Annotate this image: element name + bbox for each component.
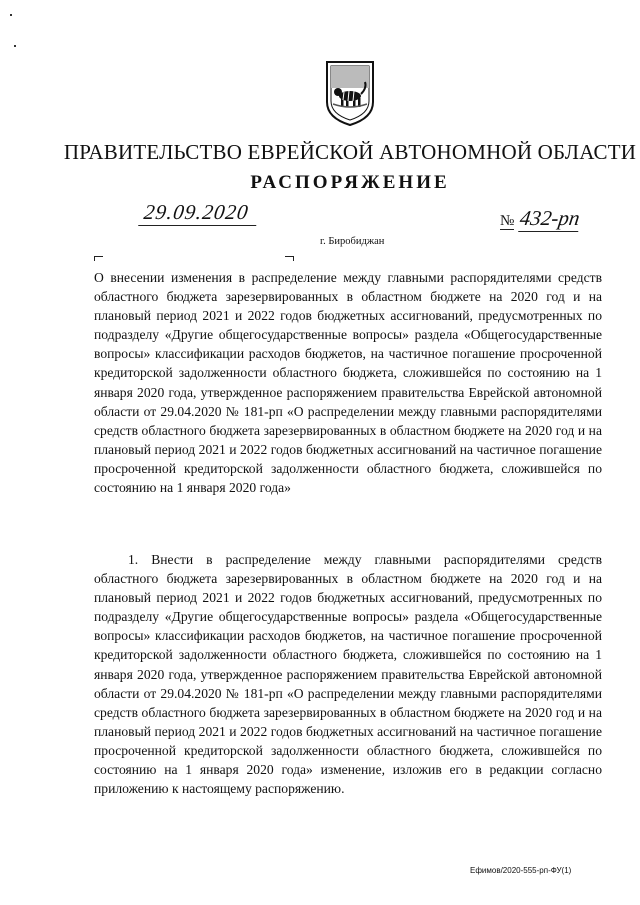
title-bracket-left (94, 256, 103, 261)
number-value: 432-рп (518, 206, 582, 230)
document-subject: О внесении изменения в распределение между главными распорядителями средств областного бюджета зарезервированных в областном бюджете на 2020 год и на плановый период 2021 и 2022 годов бюджетных ассигнований, предусмотренных по подразделу «Другие общегосударственные вопросы» раздела «Общегосударственные вопросы» классификации расходов бюджетов, на частичное погашение просроченной кредиторской задолженности областного бюджета, сложившейся по состоянию на 1 января 2020 года, утвержденное распоряжением правительства Еврейской автономной области от 29.04.2020 № 181-рп «О распределении между главными распорядителями средств областного бюджета зарезервированных в областном бюджете на 2020 год и на плановый период 2021 и 2022 годов бюджетных ассигнований на частичное погашение просроченной кредиторской задолженности областного бюджета, сложившейся по состоянию на 1 января 2020 года» (94, 270, 602, 496)
number-prefix: № (500, 213, 515, 229)
government-title: ПРАВИТЕЛЬСТВО ЕВРЕЙСКОЙ АВТОНОМНОЙ ОБЛАСТИ (63, 140, 637, 164)
document-number (500, 206, 582, 232)
scan-speck (14, 45, 16, 47)
document-date: 29.09.2020 (138, 200, 260, 226)
title-bracket-right (285, 256, 294, 261)
city-label: г. Биробиджан (320, 236, 385, 247)
footer-file-code: Ефимов/2020-555-рп-ФУ(1) (470, 866, 572, 875)
paragraph-1: 1. Внести в распределение между главными распорядителями средств областного бюджета зарезервированных в областном бюджете на 2020 год и на плановый период 2021 и 2022 годов бюджетных ассигнований, предусмотренных по подразделу «Другие общегосударственные вопросы» раздела «Общегосударственные вопросы» классификации расходов бюджетов, на частичное погашение просроченной кредиторской задолженности областного бюджета, сложившейся по состоянию на 1 января 2020 года, утвержденное распоряжением правительства Еврейской автономной области от 29.04.2020 № 181-рп «О распределении между главными распорядителями средств областного бюджета зарезервированных в областном бюджете на 2020 год и на плановый период 2021 и 2022 годов бюджетных ассигнований на частичное погашение просроченной кредиторской задолженности областного бюджета, сложившейся по состоянию на 1 января 2020 года» изменение, изложив его в редакции согласно приложению к настоящему распоряжению. (94, 552, 602, 797)
coat-of-arms-icon (319, 58, 381, 128)
document-type-title: РАСПОРЯЖЕНИЕ (250, 172, 450, 193)
scan-speck (10, 14, 12, 16)
